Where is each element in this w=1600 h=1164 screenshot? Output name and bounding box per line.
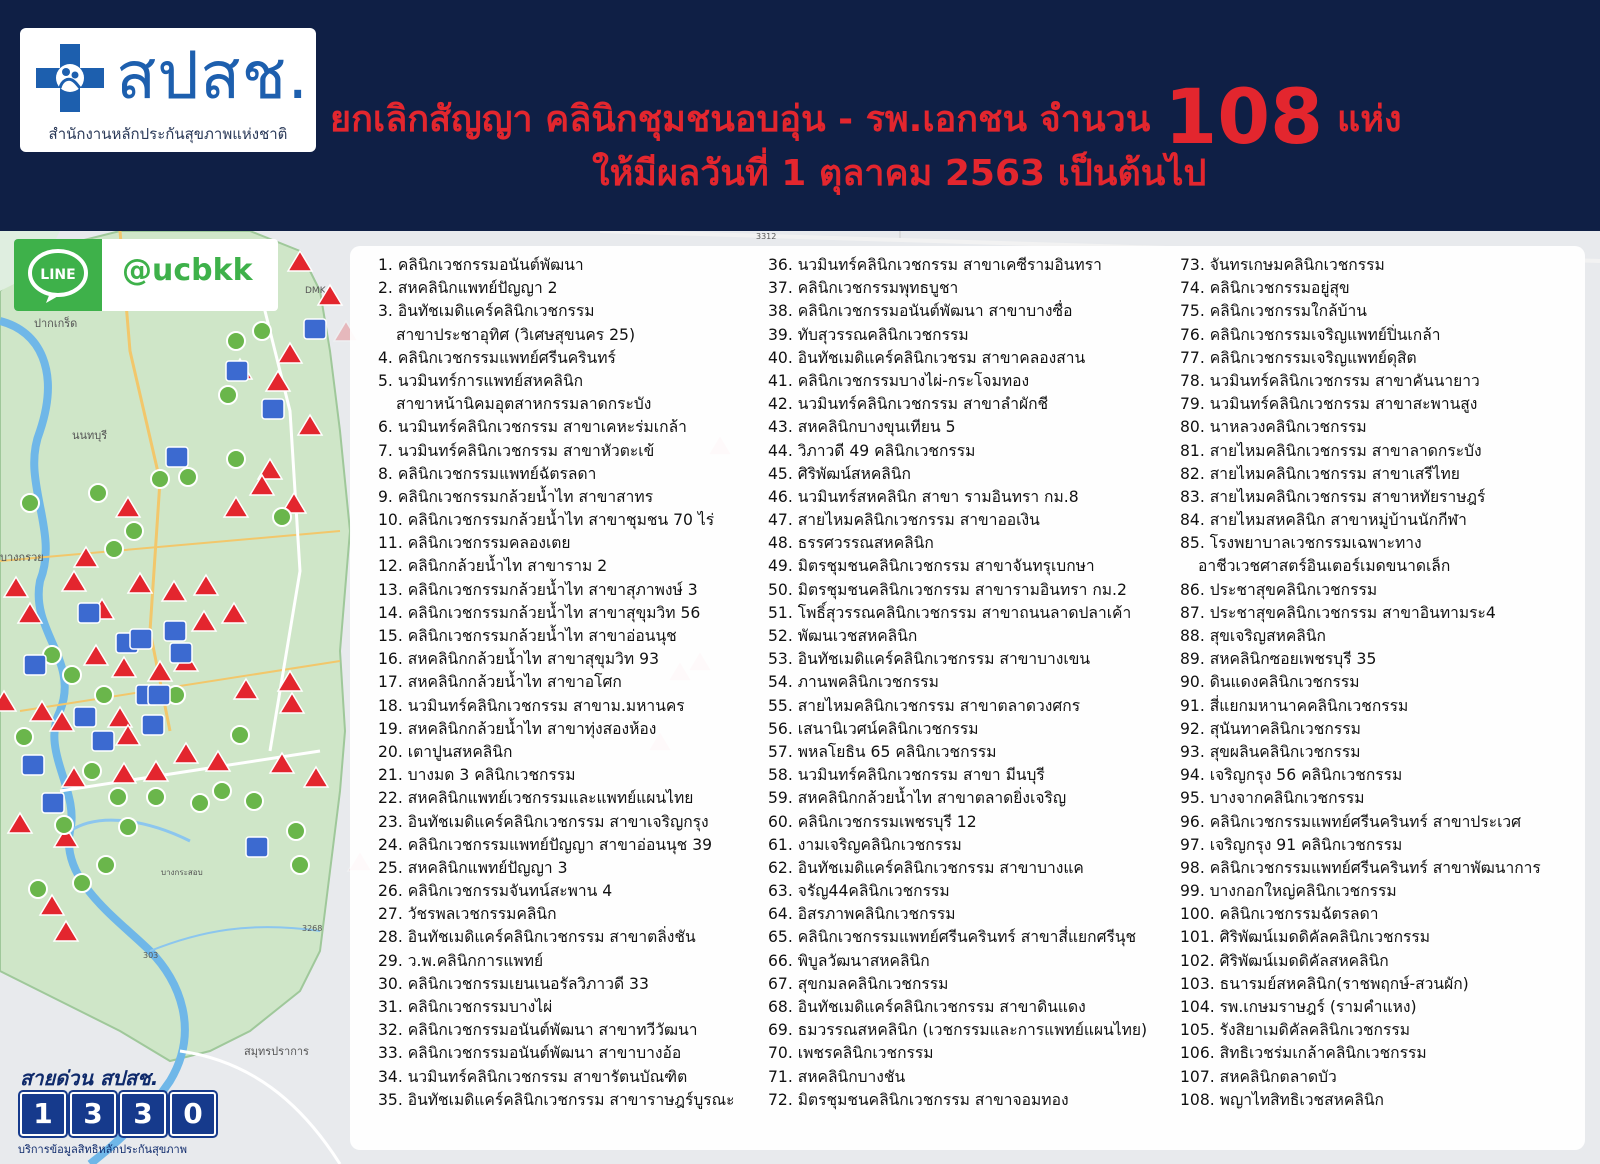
map-label-road-303: 303 — [143, 951, 159, 960]
map-label-bangkruai: บางกรวย — [0, 551, 44, 564]
list-item: 77. คลินิกเวชกรรมเจริญแพทย์ดุสิต — [1180, 348, 1417, 367]
nhso-logo — [20, 28, 316, 152]
map-label-road-3312: 3312 — [756, 232, 777, 241]
list-item: 7. นวมินทร์คลินิกเวชกรรม สาขาหัวตะเข้ — [378, 441, 655, 460]
list-item: 21. บางมด 3 คลินิกเวชกรรม — [378, 766, 576, 785]
list-item: 84. สายไหมสหคลินิก สาขาหมู่บ้านนักกีฬา — [1180, 511, 1467, 530]
hotline-digit: 3 — [70, 1092, 116, 1136]
list-item: 2. สหคลินิกแพทย์ปัญญา 2 — [378, 279, 558, 298]
list-item: 5. นวมินทร์การแพทย์สหคลินิก — [378, 371, 584, 390]
list-item: 20. เตาปูนสหคลินิก — [378, 742, 513, 761]
hotline-label: สายด่วน สปสช. — [20, 1066, 159, 1090]
list-item: 6. นวมินทร์คลินิกเวชกรรม สาขาเคหะร่มเกล้า — [378, 418, 687, 437]
list-item: 89. สหคลินิกซอยเพชรบุรี 35 — [1180, 650, 1377, 669]
list-item: 60. คลินิกเวชกรรมเพชรบุรี 12 — [768, 812, 977, 831]
list-item: 40. อินทัชเมดิแคร์คลินิกเวชรม สาขาคลองสาน — [768, 348, 1086, 367]
header-banner — [0, 0, 1600, 231]
list-item: 93. สุขผลินคลินิกเวชกรรม — [1180, 742, 1361, 761]
list-item: 64. อิสรภาพคลินิกเวชกรรม — [768, 905, 956, 924]
list-item: 67. สุขกมลคลินิกเวชกรรม — [768, 974, 949, 993]
list-item: 94. เจริญกรุง 56 คลินิกเวชกรรม — [1180, 766, 1403, 785]
map-label-samutprakan: สมุทรปราการ — [244, 1045, 309, 1058]
list-item: 26. คลินิกเวชกรรมจันทน์สะพาน 4 — [378, 882, 613, 901]
list-item: 107. สหคลินิกตลาดบัว — [1180, 1067, 1337, 1086]
list-item: 44. วิภาวดี 49 คลินิกเวชกรรม — [768, 441, 976, 460]
list-item: 63. จรัญ44คลินิกเวชกรรม — [768, 882, 950, 901]
list-item: 101. ศิริพัฒน์เมดดิคัลคลินิกเวชกรรม — [1180, 928, 1431, 947]
list-item: 106. สิทธิเวชร่มเกล้าคลินิกเวชกรรม — [1180, 1044, 1427, 1063]
list-item: 59. สหคลินิกกล้วยน้ำไท สาขาตลาดยิ่งเจริญ — [768, 789, 1067, 808]
hotline-badge[interactable] — [18, 1062, 228, 1160]
list-item: 52. พัฒนเวชสหคลินิก — [768, 627, 918, 645]
list-item: 35. อินทัชเมดิแคร์คลินิกเวชกรรม สาขาราษฎร์บูรณะ — [378, 1090, 735, 1109]
list-item: 41. คลินิกเวชกรรมบางไผ่-กระโจมทอง — [768, 371, 1030, 390]
list-item: 45. ศิริพัฒน์สหคลินิก — [768, 464, 911, 483]
list-item: 75. คลินิกเวชกรรมใกล้บ้าน — [1180, 302, 1367, 321]
headline-text: ยกเลิกสัญญา คลินิกชุมชนอบอุ่น - รพ.เอกชน จำนวน — [330, 99, 1151, 140]
list-item: 29. ว.พ.คลินิกการแพทย์ — [378, 951, 544, 970]
list-item: 18. นวมินทร์คลินิกเวชกรรม สาขาม.มหานคร — [378, 696, 685, 715]
list-item: 39. ทับสุวรรณคลินิกเวชกรรม — [768, 325, 969, 344]
list-item: 62. อินทัชเมดิแคร์คลินิกเวชกรรม สาขาบางแค — [768, 858, 1084, 877]
list-item: 16. สหคลินิกกล้วยน้ำไท สาขาสุขุมวิท 93 — [378, 650, 660, 669]
list-item: 83. สายไหมคลินิกเวชกรรม สาขาหทัยราษฎร์ — [1180, 487, 1486, 506]
list-item: 43. สหคลินิกบางขุนเทียน 5 — [768, 418, 956, 437]
logo-subtitle: สำนักงานหลักประกันสุขภาพแห่งชาติ — [48, 125, 288, 143]
list-item: 91. สี่แยกมหานาคคลินิกเวชกรรม — [1180, 696, 1409, 715]
list-item: 15. คลินิกเวชกรรมกล้วยน้ำไท สาขาอ่อนนุช — [378, 627, 677, 645]
hotline-digit: 1 — [20, 1092, 66, 1136]
list-item: 95. บางจากคลินิกเวชกรรม — [1180, 789, 1365, 808]
list-item: 34. นวมินทร์คลินิกเวชกรรม สาขารัตนบัณฑิต — [378, 1067, 688, 1086]
list-item: 72. มิตรชุมชนคลินิกเวชกรรม สาขาจอมทอง — [768, 1090, 1069, 1109]
list-item: 88. สุขเจริญสหคลินิก — [1180, 627, 1326, 645]
list-item: 10. คลินิกเวชกรรมกล้วยน้ำไท สาขาชุมชน 70 ไร่ — [378, 511, 715, 530]
map-label-dmk: DMK — [305, 286, 326, 296]
list-item: 90. ดินแดงคลินิกเวชกรรม — [1180, 673, 1360, 692]
list-item: 76. คลินิกเวชกรรมเจริญแพทย์ปิ่นเกล้า — [1180, 325, 1441, 344]
logo-brand-text: สปสช. — [116, 37, 310, 114]
list-item: 86. ประชาสุขคลินิกเวชกรรม — [1180, 580, 1378, 599]
list-item: 42. นวมินทร์คลินิกเวชกรรม สาขาลำผักชี — [768, 395, 1049, 414]
list-item: 80. นาหลวงคลินิกเวชกรรม — [1180, 418, 1367, 437]
list-item: 9. คลินิกเวชกรรมกล้วยน้ำไท สาขาสาทร — [378, 487, 654, 506]
line-contact-badge[interactable] — [14, 239, 278, 311]
line-handle: @ucbkk — [122, 253, 253, 288]
list-item: 108. พญาไทสิทธิเวชสหคลินิก — [1180, 1090, 1384, 1109]
list-item: 36. นวมินทร์คลินิกเวชกรรม สาขาเคซีรามอินทรา — [768, 256, 1102, 274]
list-item: 71. สหคลินิกบางชัน — [768, 1067, 906, 1086]
list-item: 47. สายไหมคลินิกเวชกรรม สาขาออเงิน — [768, 511, 1040, 530]
list-item: 32. คลินิกเวชกรรมอนันต์พัฒนา สาขาทวีวัฒนา — [378, 1021, 698, 1040]
list-item: 19. สหคลินิกกล้วยน้ำไท สาขาทุ่งสองห้อง — [378, 719, 657, 738]
list-item: 105. รังสิยาเมดิคัลคลินิกเวชกรรม — [1180, 1021, 1411, 1040]
clinic-list-column-2 — [768, 254, 1147, 1112]
list-item: 103. ธนารมย์สหคลินิก(ราชพฤกษ์-สวนผัก) — [1180, 974, 1469, 993]
list-item: 3. อินทัชเมดิแคร์คลินิกเวชกรรม — [378, 302, 595, 321]
clinic-list-column-3 — [1180, 254, 1541, 1112]
list-item: 48. ธรรศวรรณสหคลินิก — [768, 534, 934, 553]
list-item: 78. นวมินทร์คลินิกเวชกรรม สาขาคันนายาว — [1180, 371, 1480, 390]
map-label-nonthaburi: นนทบุรี — [72, 429, 108, 442]
list-item: 50. มิตรชุมชนคลินิกเวชกรรม สาขารามอินทรา กม.2 — [768, 580, 1127, 599]
list-item: 14. คลินิกเวชกรรมกล้วยน้ำไท สาขาสุขุมวิท 56 — [378, 603, 701, 622]
list-item: 104. รพ.เกษมราษฎร์ (รามคำแหง) — [1180, 998, 1417, 1016]
clinic-list-column-1 — [378, 254, 735, 1112]
list-item: 8. คลินิกเวชกรรมแพทย์ฉัตรลดา — [378, 464, 597, 483]
list-item: 61. งามเจริญคลินิกเวชกรรม — [768, 835, 962, 854]
list-item: 92. สุนันทาคลินิกเวชกรรม — [1180, 719, 1361, 738]
list-item: 23. อินทัชเมดิแคร์คลินิกเวชกรรม สาขาเจริญกรุง — [378, 812, 709, 831]
list-item: 28. อินทัชเมดิแคร์คลินิกเวชกรรม สาขาตลิ่งชัน — [378, 928, 696, 947]
list-item-continuation: สาขาประชาอุทิศ (วิเศษสุขนคร 25) — [396, 325, 636, 344]
list-item: 4. คลินิกเวชกรรมแพทย์ศรีนครินทร์ — [378, 348, 616, 367]
hotline-digit: 0 — [170, 1092, 216, 1136]
map-label-road-3268: 3268 — [302, 924, 323, 933]
headline-count: 108 — [1164, 72, 1324, 161]
list-item: 73. จันทรเกษมคลินิกเวชกรรม — [1180, 256, 1385, 274]
list-item: 97. เจริญกรุง 91 คลินิกเวชกรรม — [1180, 835, 1403, 854]
list-item: 82. สายไหมคลินิกเวชกรรม สาขาเสรีไทย — [1180, 464, 1460, 483]
list-item: 65. คลินิกเวชกรรมแพทย์ศรีนครินทร์ สาขาสี่แยกศรีนุช — [768, 928, 1137, 947]
list-item: 58. นวมินทร์คลินิกเวชกรรม สาขา มีนบุรี — [768, 766, 1045, 785]
list-item: 11. คลินิกเวชกรรมคลองเตย — [378, 534, 571, 553]
list-item: 49. มิตรชุมชนคลินิกเวชกรรม สาขาจันทรุเบกษา — [768, 557, 1095, 576]
hotline-digit: 3 — [120, 1092, 166, 1136]
list-item: 22. สหคลินิกแพทย์เวชกรรมและแพทย์แผนไทย — [378, 789, 694, 808]
list-item: 54. ภานพคลินิกเวชกรรม — [768, 673, 939, 692]
list-item: 12. คลินิกกล้วยน้ำไท สาขาราม 2 — [378, 557, 608, 576]
map-label-pakkret: ปากเกร็ด — [34, 317, 78, 330]
line-app-icon — [14, 239, 102, 311]
list-item: 37. คลินิกเวชกรรมพุทธบูชา — [768, 279, 959, 298]
list-item: 24. คลินิกเวชกรรมแพทย์ปัญญา สาขาอ่อนนุช 39 — [378, 835, 713, 854]
list-item: 13. คลินิกเวชกรรมกล้วยน้ำไท สาขาสุภาพงษ์ 3 — [378, 580, 698, 599]
list-item: 55. สายไหมคลินิกเวชกรรม สาขาตลาดวงศกร — [768, 696, 1081, 715]
list-item: 27. วัชรพลเวชกรรมคลินิก — [378, 905, 557, 924]
list-item: 69. ธมวรรณสหคลินิก (เวชกรรมและการแพทย์แผนไทย) — [768, 1021, 1148, 1040]
medical-cross-icon — [34, 42, 106, 114]
list-item: 56. เสนานิเวศน์คลินิกเวชกรรม — [768, 719, 979, 738]
list-item: 70. เพชรคลินิกเวชกรรม — [768, 1044, 934, 1063]
list-item: 17. สหคลินิกกล้วยน้ำไท สาขาอโศก — [378, 673, 622, 692]
list-item: 51. โพธิ์สุวรรณคลินิกเวชกรรม สาขาถนนลาดปลาเค้า — [768, 603, 1132, 622]
list-item: 66. พิบูลวัฒนาสหคลินิก — [768, 951, 930, 970]
map-label-bangkrasorb: บางกระสอบ — [161, 868, 203, 877]
list-item-continuation: อาชีวเวชศาสตร์อินเตอร์เมดขนาดเล็ก — [1198, 557, 1451, 576]
list-item: 46. นวมินทร์สหคลินิก สาขา รามอินทรา กม.8 — [768, 487, 1079, 506]
list-item: 1. คลินิกเวชกรรมอนันต์พัฒนา — [378, 256, 584, 274]
list-item: 79. นวมินทร์คลินิกเวชกรรม สาขาสะพานสูง — [1180, 395, 1478, 414]
list-item: 68. อินทัชเมดิแคร์คลินิกเวชกรรม สาขาดินแดง — [768, 998, 1086, 1016]
list-item: 99. บางกอกใหญ่คลินิกเวชกรรม — [1180, 882, 1397, 901]
list-item: 31. คลินิกเวชกรรมบางไผ่ — [378, 998, 553, 1016]
list-item: 30. คลินิกเวชกรรมเยนเนอรัลวิภาวดี 33 — [378, 974, 649, 993]
list-item: 74. คลินิกเวชกรรมอยู่สุข — [1180, 279, 1350, 298]
headline-unit: แห่ง — [1337, 99, 1402, 140]
list-item: 25. สหคลินิกแพทย์ปัญญา 3 — [378, 858, 568, 877]
list-item: 96. คลินิกเวชกรรมแพทย์ศรีนครินทร์ สาขาประเวศ — [1180, 812, 1522, 831]
list-item: 102. ศิริพัฒน์เมดดิคัลสหคลินิก — [1180, 951, 1389, 970]
list-item: 85. โรงพยาบาลเวชกรรมเฉพาะทาง — [1180, 534, 1422, 553]
list-item: 100. คลินิกเวชกรรมฉัตรลดา — [1180, 905, 1379, 924]
line-icon-text: LINE — [40, 267, 76, 283]
headline-line-2: ให้มีผลวันที่ 1 ตุลาคม 2563 เป็นต้นไป — [592, 153, 1207, 194]
hotline-subtitle: บริการข้อมูลสิทธิหลักประกันสุขภาพ — [18, 1143, 187, 1156]
list-item: 87. ประชาสุขคลินิกเวชกรรม สาขาอินทามระ4 — [1180, 603, 1496, 622]
list-item: 33. คลินิกเวชกรรมอนันต์พัฒนา สาขาบางอ้อ — [378, 1044, 682, 1063]
list-item: 53. อินทัชเมดิแคร์คลินิกเวชกรรม สาขาบางเขน — [768, 650, 1091, 669]
list-item: 38. คลินิกเวชกรรมอนันต์พัฒนา สาขาบางซื่อ — [768, 302, 1073, 321]
list-item: 81. สายไหมคลินิกเวชกรรม สาขาลาดกระบัง — [1180, 441, 1482, 460]
list-item: 57. พหลโยธิน 65 คลินิกเวชกรรม — [768, 742, 997, 761]
list-item: 98. คลินิกเวชกรรมแพทย์ศรีนครินทร์ สาขาพัฒนาการ — [1180, 858, 1541, 877]
list-item-continuation: สาขาหน้านิคมอุตสาหกรรมลาดกระบัง — [396, 395, 652, 414]
